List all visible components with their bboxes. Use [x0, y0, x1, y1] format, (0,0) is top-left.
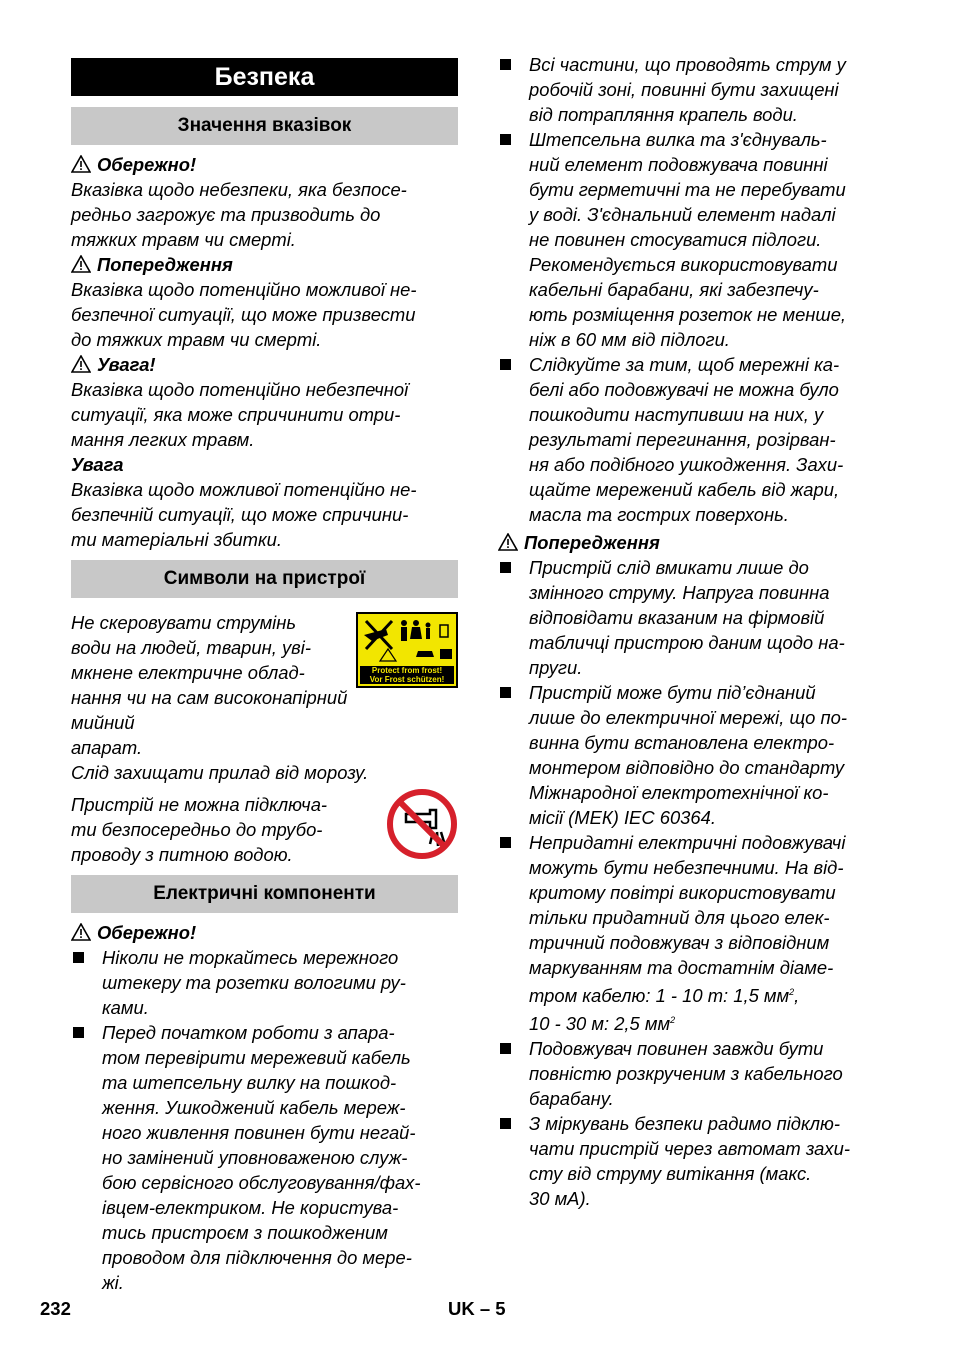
frost-warning-sign — [356, 612, 458, 688]
warning-triangle-icon — [71, 920, 97, 945]
list-item: Пристрій може бути під’єднаний лише до електричної мережі, що по- винна бути встановлена електро- монтером відповідно до стандарту Міжнародної електротехнічної ко- місії (МЕК) IEC 60364. — [498, 680, 890, 830]
bullet-square-icon — [500, 134, 511, 145]
list-item: Штепсельна вилка та з'єднуваль- ний елемент подовжувача повинні бути герметичні та не перебувати у воді. З'єднальний елемент надалі не повинен стосуватися підлоги. Рекомендується використовувати кабельні барабани, які забезпечу- ють розміщення розеток не менше, ніж в 60 мм від підлоги. — [498, 127, 890, 352]
heading-danger: Обережно! — [71, 152, 458, 177]
symbols-block — [71, 610, 458, 867]
list-item: Подовжувач повинен завжди бути повністю розкрученим з кабельного барабану. — [498, 1036, 890, 1111]
heading-danger-electric: Обережно! — [71, 920, 458, 945]
frost-label-de: Vor Frost schützen! — [369, 675, 445, 684]
page-title: Безпека — [71, 58, 458, 96]
bullet-square-icon — [500, 1043, 511, 1054]
list-item: З міркувань безпеки радимо підклю- чати пристрій через автомат захи- сту від струму витікання (макс. 30 мА). — [498, 1111, 890, 1211]
warning-text: Вказівка щодо потенційно можливої не- безпечної ситуації, що може призвести до тяжких травм чи смерті. — [71, 279, 417, 350]
bullet-square-icon — [73, 952, 84, 963]
symbol-water-text: Пристрій не можна підключа- ти безпосередньо до трубо- проводу з питною водою. — [71, 794, 328, 865]
bullet-square-icon — [500, 59, 511, 70]
bullet-square-icon — [500, 359, 511, 370]
warning-triangle-icon — [71, 352, 97, 377]
section-title-notes: Значення вказівок — [71, 107, 458, 145]
list-item: Ніколи не торкайтесь мережного штекеру та розетки вологими ру- ками. — [71, 945, 458, 1020]
bullet-square-icon — [73, 1027, 84, 1038]
heading-warning-electric: Попередження — [498, 530, 890, 555]
list-item: Непридатні електричні подовжувачі можуть бути небезпечними. На від- критому повітрі використовувати тільки придатний для цього елек- тричний подовжувач з відповідним маркуванням та достатнім діаме- тром кабелю: 1 - 10 m: 1,5 $мм^2$, 10 - 30 м: 2,5 $мм^2$ — [498, 830, 890, 1036]
right-column — [498, 54, 890, 1211]
bullet-square-icon — [500, 687, 511, 698]
section-page-label: UK – 5 — [448, 1298, 506, 1319]
warning-triangle-icon — [498, 530, 524, 555]
heading-warning: Попередження — [71, 252, 458, 277]
bullet-square-icon — [500, 1118, 511, 1129]
note-text: Вказівка щодо можливої потенційно не- безпечній ситуації, що може спричини- ти матеріальні збитки. — [71, 479, 417, 550]
page-number: 232 — [40, 1298, 71, 1319]
list-item: Всі частини, що проводять струм у робочій зоні, повинні бути захищені від потрапляння крапель води. — [498, 52, 890, 127]
warning-triangle-icon — [71, 152, 97, 177]
heading-note: Увага — [71, 454, 124, 475]
list-item: Перед початком роботи з апара- том перевірити мережевий кабель та штепсельну вилку на пошкод- ження. Ушкоджений кабель мереж- ного живлення повинен бути негай- но замінений уповноваженою служ- бою сервісного обслуговування/фах- івцем-електриком. Не користува- тись пристроєм з пошкодженим проводом для підключення до мере- жі. — [71, 1020, 458, 1295]
bullet-square-icon — [500, 562, 511, 573]
danger-text: Вказівка щодо небезпеки, яка безпосе- редньо загрожує та призводить до тяжких травм чи смерті. — [71, 179, 407, 250]
warning-triangle-icon — [71, 252, 97, 277]
symbol-frost-text: Слід захищати прилад від морозу. — [71, 762, 369, 783]
list-item: Пристрій слід вмикати лише до змінного струму. Напруга повинна відповідати вказаним на фірмовій табличці пристрою даним щодо на- пруги. — [498, 555, 890, 680]
no-drinking-water-icon — [386, 788, 458, 865]
left-column — [71, 58, 458, 1295]
section-title-electrical: Електричні компоненти — [71, 875, 458, 913]
section-title-symbols: Символи на пристрої — [71, 560, 458, 598]
bullet-square-icon — [500, 837, 511, 848]
caution-text: Вказівка щодо потенційно небезпечної ситуації, яка може спричинити отри- мання легких травм. — [71, 379, 409, 450]
symbol-spray-text: Не скеровувати струмінь води на людей, тварин, уві- мкнене електричне облад- нання чи на сам високонапірний мийний апарат. — [71, 612, 348, 758]
heading-caution: Увага! — [71, 352, 458, 377]
frost-label-en: Protect from frost! — [371, 666, 443, 675]
list-item: Слідкуйте за тим, щоб мережні ка- белі або подовжувачі не можна було пошкодити наступивши на них, у результаті перегинання, розірван- ня або подібного ушкодження. Захи- щайте мережений кабель від жари, масла та гострих поверхонь. — [498, 352, 890, 527]
